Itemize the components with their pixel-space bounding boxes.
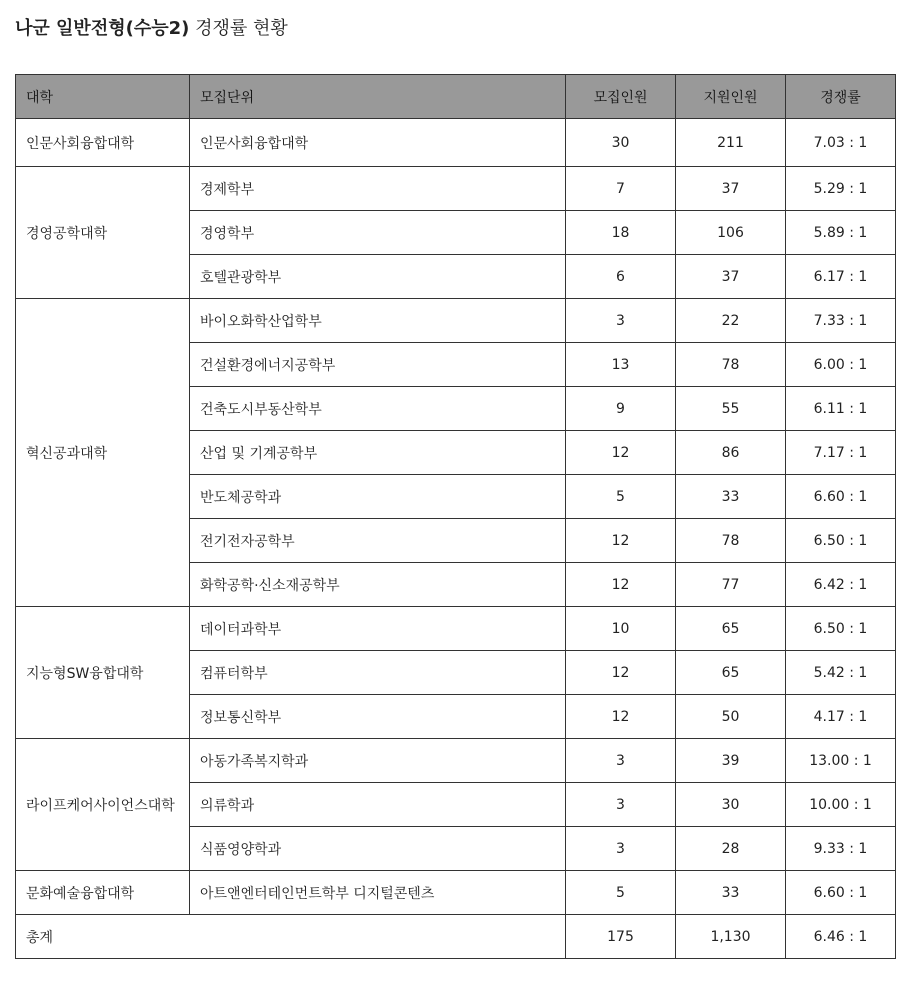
applicants-cell: 50 — [676, 695, 786, 739]
applicants-cell: 65 — [676, 607, 786, 651]
table-row — [16, 167, 896, 211]
college-cell: 지능형SW융합대학 — [16, 607, 190, 739]
applicants-cell: 28 — [676, 827, 786, 871]
ratio-cell: 6.60 : 1 — [786, 871, 896, 915]
page-title-sub: 경쟁률 현황 — [195, 18, 288, 39]
quota-cell: 12 — [566, 651, 676, 695]
table-body — [16, 119, 896, 915]
applicants-cell: 211 — [676, 119, 786, 167]
college-cell: 경영공학대학 — [16, 167, 190, 299]
unit-cell: 정보통신학부 — [190, 695, 566, 739]
total-label: 총계 — [16, 915, 566, 959]
ratio-cell: 6.60 : 1 — [786, 475, 896, 519]
applicants-cell: 33 — [676, 871, 786, 915]
quota-cell: 5 — [566, 871, 676, 915]
unit-cell: 호텔관광학부 — [190, 255, 566, 299]
ratio-cell: 6.50 : 1 — [786, 607, 896, 651]
quota-cell: 12 — [566, 519, 676, 563]
table-row — [16, 607, 896, 651]
unit-cell: 건설환경에너지공학부 — [190, 343, 566, 387]
college-cell: 인문사회융합대학 — [16, 119, 190, 167]
college-cell: 혁신공과대학 — [16, 299, 190, 607]
ratio-cell: 13.00 : 1 — [786, 739, 896, 783]
quota-cell: 9 — [566, 387, 676, 431]
applicants-cell: 39 — [676, 739, 786, 783]
applicants-cell: 30 — [676, 783, 786, 827]
unit-cell: 식품영양학과 — [190, 827, 566, 871]
ratio-cell: 4.17 : 1 — [786, 695, 896, 739]
competition-rate-table — [15, 74, 896, 959]
quota-cell: 3 — [566, 299, 676, 343]
unit-cell: 경영학부 — [190, 211, 566, 255]
ratio-cell: 6.11 : 1 — [786, 387, 896, 431]
ratio-cell: 9.33 : 1 — [786, 827, 896, 871]
ratio-cell: 6.50 : 1 — [786, 519, 896, 563]
quota-cell: 6 — [566, 255, 676, 299]
ratio-cell: 6.00 : 1 — [786, 343, 896, 387]
table-row — [16, 739, 896, 783]
applicants-cell: 106 — [676, 211, 786, 255]
unit-cell: 인문사회융합대학 — [190, 119, 566, 167]
header-unit: 모집단위 — [190, 75, 566, 119]
applicants-cell: 65 — [676, 651, 786, 695]
applicants-cell: 78 — [676, 343, 786, 387]
table-row — [16, 119, 896, 167]
quota-cell: 3 — [566, 739, 676, 783]
applicants-cell: 37 — [676, 255, 786, 299]
header-ratio: 경쟁률 — [786, 75, 896, 119]
quota-cell: 13 — [566, 343, 676, 387]
page-title-main: 나군 일반전형(수능2) — [15, 18, 190, 39]
ratio-cell: 7.33 : 1 — [786, 299, 896, 343]
ratio-cell: 6.17 : 1 — [786, 255, 896, 299]
quota-cell: 30 — [566, 119, 676, 167]
college-cell: 라이프케어사이언스대학 — [16, 739, 190, 871]
table-row — [16, 871, 896, 915]
quota-cell: 12 — [566, 563, 676, 607]
total-quota: 175 — [566, 915, 676, 959]
applicants-cell: 33 — [676, 475, 786, 519]
page-title — [15, 14, 288, 40]
header-quota: 모집인원 — [566, 75, 676, 119]
unit-cell: 화학공학·신소재공학부 — [190, 563, 566, 607]
unit-cell: 반도체공학과 — [190, 475, 566, 519]
unit-cell: 컴퓨터학부 — [190, 651, 566, 695]
ratio-cell: 5.42 : 1 — [786, 651, 896, 695]
quota-cell: 3 — [566, 827, 676, 871]
unit-cell: 바이오화학산업학부 — [190, 299, 566, 343]
ratio-cell: 10.00 : 1 — [786, 783, 896, 827]
applicants-cell: 22 — [676, 299, 786, 343]
applicants-cell: 86 — [676, 431, 786, 475]
ratio-cell: 6.42 : 1 — [786, 563, 896, 607]
ratio-cell: 7.17 : 1 — [786, 431, 896, 475]
ratio-cell: 7.03 : 1 — [786, 119, 896, 167]
quota-cell: 7 — [566, 167, 676, 211]
table-row — [16, 299, 896, 343]
ratio-cell: 5.89 : 1 — [786, 211, 896, 255]
unit-cell: 아동가족복지학과 — [190, 739, 566, 783]
unit-cell: 데이터과학부 — [190, 607, 566, 651]
quota-cell: 3 — [566, 783, 676, 827]
total-applicants: 1,130 — [676, 915, 786, 959]
unit-cell: 건축도시부동산학부 — [190, 387, 566, 431]
quota-cell: 12 — [566, 695, 676, 739]
header-college: 대학 — [16, 75, 190, 119]
applicants-cell: 37 — [676, 167, 786, 211]
college-cell: 문화예술융합대학 — [16, 871, 190, 915]
quota-cell: 18 — [566, 211, 676, 255]
unit-cell: 아트앤엔터테인먼트학부 디지털콘텐츠 — [190, 871, 566, 915]
applicants-cell: 78 — [676, 519, 786, 563]
header-applicants: 지원인원 — [676, 75, 786, 119]
unit-cell: 경제학부 — [190, 167, 566, 211]
ratio-cell: 5.29 : 1 — [786, 167, 896, 211]
applicants-cell: 77 — [676, 563, 786, 607]
unit-cell: 산업 및 기계공학부 — [190, 431, 566, 475]
unit-cell: 전기전자공학부 — [190, 519, 566, 563]
unit-cell: 의류학과 — [190, 783, 566, 827]
applicants-cell: 55 — [676, 387, 786, 431]
quota-cell: 12 — [566, 431, 676, 475]
quota-cell: 5 — [566, 475, 676, 519]
quota-cell: 10 — [566, 607, 676, 651]
table-header-row — [16, 75, 896, 119]
total-row — [16, 915, 896, 959]
total-ratio: 6.46 : 1 — [786, 915, 896, 959]
